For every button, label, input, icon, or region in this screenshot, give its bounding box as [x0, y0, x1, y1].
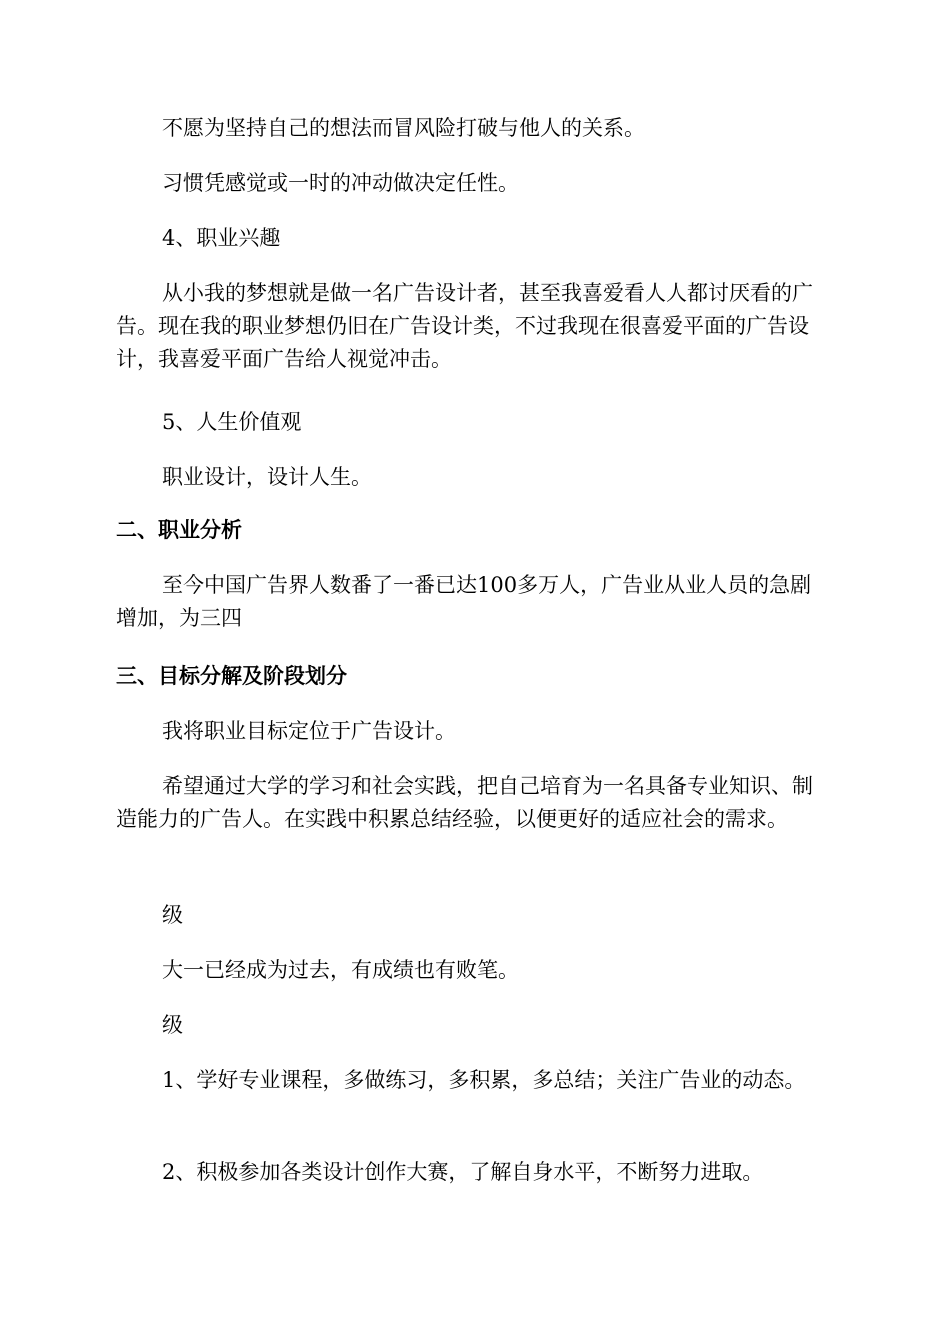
paragraph-grade-1: 级	[162, 903, 183, 927]
paragraph-impulsive: 习惯凭感觉或一时的冲动做决定任性。	[162, 171, 519, 195]
list-item-study-courses: 1、学好专业课程，多做练习，多积累，多总结；关注广告业的动态。	[162, 1068, 806, 1092]
paragraph-hope: 希望通过大学的学习和社会实践，把自己培育为一名具备专业知识、制造能力的广告人。在实践中积累总结经验，以便更好的适应社会的需求。	[116, 774, 813, 831]
subheading-life-values: 5、人生价值观	[162, 410, 302, 434]
section-heading-career-analysis: 二、职业分析	[116, 518, 242, 542]
paragraph-career-dream: 从小我的梦想就是做一名广告设计者，甚至我喜爱看人人都讨厌看的广告。现在我的职业梦想仍旧在广告设计类，不过我现在很喜爱平面的广告设计，我喜爱平面广告给人视觉冲击。	[116, 281, 813, 371]
paragraph-industry-stats: 至今中国广告界人数番了一番已达100多万人，广告业从业人员的急剧增加，为三四	[116, 573, 812, 630]
paragraph-freshman-year: 大一已经成为过去，有成绩也有败笔。	[162, 958, 519, 982]
paragraph-grade-2: 级	[162, 1013, 183, 1037]
section-heading-goal-breakdown: 三、目标分解及阶段划分	[116, 664, 347, 688]
paragraph-career-design: 职业设计，设计人生。	[162, 465, 372, 489]
list-item-competitions: 2、积极参加各类设计创作大赛，了解自身水平，不断努力进取。	[162, 1160, 764, 1184]
paragraph-risk-avoidance: 不愿为坚持自己的想法而冒风险打破与他人的关系。	[162, 116, 645, 140]
paragraph-career-goal: 我将职业目标定位于广告设计。	[162, 719, 456, 743]
subheading-career-interest: 4、职业兴趣	[162, 226, 281, 250]
